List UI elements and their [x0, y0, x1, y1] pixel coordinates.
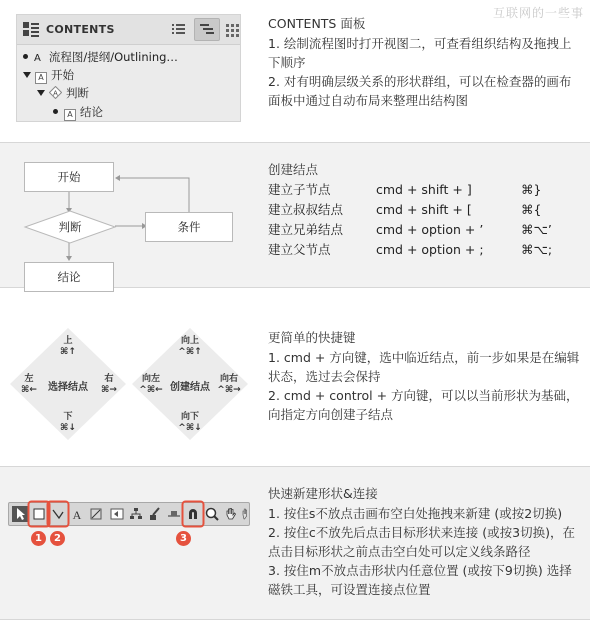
- right-hint: [94, 374, 124, 396]
- shortcut-name: 建立叔叔结点: [268, 202, 344, 217]
- text-shape-icon: A: [64, 109, 76, 121]
- tree-item-root[interactable]: [23, 49, 178, 65]
- disclosure-triangle-icon[interactable]: [23, 72, 31, 78]
- grid-view-button[interactable]: [224, 18, 240, 41]
- tree-item-label: 流程图/提纲/Outlining…: [48, 50, 178, 64]
- description-paragraph: 2. 对有明确层级关系的形状群组，可以在检查器的画布面板中通过自动布局来整理出结构图: [268, 74, 572, 108]
- shortcut-keys: cmd + shift + ]: [376, 182, 472, 197]
- overflow-icon[interactable]: [241, 506, 249, 522]
- shortcut-keys: cmd + shift + [: [376, 202, 472, 217]
- step-badge-1: 1: [31, 531, 46, 546]
- tree-item-label: 结论: [80, 105, 103, 119]
- down-hint: [48, 412, 88, 434]
- flow-start-box[interactable]: 开始: [24, 162, 114, 192]
- left-key: ^⌘←: [139, 385, 163, 395]
- text-icon: A: [34, 53, 41, 64]
- select-node-label: 选择结点: [48, 382, 88, 393]
- diamond-shape-letter: A: [53, 90, 58, 98]
- down-key: ^⌘↓: [178, 423, 202, 433]
- up-label: 向上: [180, 336, 199, 346]
- list-view-button[interactable]: [165, 18, 191, 41]
- shortcut-name: 建立兄弟结点: [268, 222, 344, 237]
- create-node-title: [268, 160, 580, 179]
- description-paragraph: 1. 按住s不放点击画布空白处拖拽来新建 (或按2切换): [268, 506, 563, 521]
- up-key: ⌘↑: [60, 347, 76, 357]
- create-node-label: 创建结点: [170, 382, 210, 393]
- right-label: 向右: [219, 374, 238, 384]
- svg-text:A: A: [72, 508, 82, 522]
- section-title: 快速新建形状&连接: [268, 486, 378, 501]
- contents-panel-header: [17, 15, 240, 45]
- down-key: ⌘↓: [60, 423, 76, 433]
- shortcut-row: [268, 200, 568, 219]
- down-hint: [168, 412, 212, 434]
- section-title: CONTENTS 面板: [268, 16, 366, 31]
- diamond-shape-icon: [49, 86, 62, 99]
- outline-view-button[interactable]: [194, 18, 220, 41]
- text-shape-icon: A: [35, 72, 47, 84]
- description-paragraph: 2. cmd + control + 方向键，可以以当前形状为基础，向指定方向创建子结点: [268, 388, 579, 422]
- tree-item-conclusion[interactable]: [53, 104, 103, 120]
- description-paragraph: 3. 按住m不放点击形状内任意位置 (或按下9切换) 选择磁铁工具，可设置连接点位置: [268, 563, 572, 597]
- watermark: 互联网的一些事: [492, 6, 584, 20]
- contents-icon: [23, 22, 39, 37]
- contents-panel: [16, 14, 241, 122]
- up-label: 上: [63, 336, 73, 346]
- up-key: ^⌘↑: [178, 347, 202, 357]
- shortcut-row: [268, 220, 568, 239]
- section-title: 更简单的快捷键: [268, 330, 356, 345]
- quick-shape-description: [268, 484, 580, 599]
- bullet-icon: [53, 109, 58, 114]
- down-label: 向下: [180, 412, 199, 422]
- step-badge-2: 2: [50, 531, 65, 546]
- right-key: ^⌘→: [217, 385, 241, 395]
- down-label: 下: [63, 412, 73, 422]
- disclosure-triangle-icon[interactable]: [37, 90, 45, 96]
- tool-highlights: [27, 500, 207, 530]
- hand-tool-icon[interactable]: [223, 506, 239, 522]
- up-hint: [168, 336, 212, 358]
- shortcut-symbol: ⌘⌥;: [521, 242, 553, 257]
- left-label: 左: [24, 374, 34, 384]
- shortcut-name: 建立父节点: [268, 242, 331, 257]
- flow-condition-box[interactable]: 条件: [145, 212, 233, 242]
- shortcut-symbol: ⌘⌥’: [521, 222, 552, 237]
- contents-description: [268, 14, 580, 110]
- flow-decision-label: 判断: [58, 220, 82, 234]
- list-view-icon: [165, 18, 191, 41]
- left-key: ⌘←: [21, 385, 37, 395]
- shortcut-row: [268, 180, 568, 199]
- outline-view-icon: [195, 19, 219, 40]
- description-paragraph: 2. 按住c不放先后点击目标形状来连接 (或按3切换)，在点击目标形状之前点击空白处可以定义线条路径: [268, 525, 575, 559]
- shortcut-keys: cmd + option + ’: [376, 222, 484, 237]
- shortcut-description: [268, 328, 580, 424]
- tree-item-start[interactable]: [23, 67, 74, 83]
- tree-item-label: 判断: [66, 86, 89, 100]
- tree-item-label: 开始: [51, 68, 74, 82]
- flow-conclusion-box[interactable]: 结论: [24, 262, 114, 292]
- shortcut-row: [268, 240, 568, 259]
- description-paragraph: 1. 绘制流程图时打开视图二，可查看组织结构及拖拽上下顺序: [268, 36, 572, 70]
- grid-view-icon: [224, 18, 240, 41]
- section-title: 创建结点: [268, 162, 319, 177]
- step-badge-3: 3: [176, 531, 191, 546]
- panel-title: CONTENTS: [46, 23, 115, 36]
- shortcut-symbol: ⌘{: [521, 202, 542, 217]
- bullet-icon: [23, 54, 28, 59]
- left-label: 向左: [141, 374, 160, 384]
- pointer-tool-icon[interactable]: [12, 506, 28, 522]
- right-label: 右: [104, 374, 114, 384]
- shortcut-name: 建立子节点: [268, 182, 331, 197]
- shortcut-keys: cmd + option + ;: [376, 242, 484, 257]
- right-key: ⌘→: [101, 385, 117, 395]
- description-paragraph: 1. cmd + 方向键，选中临近结点，前一步如果是在编辑状态，选过去会保持: [268, 350, 580, 384]
- tree-item-decision[interactable]: [37, 85, 89, 101]
- shortcut-symbol: ⌘}: [521, 182, 542, 197]
- up-hint: [48, 336, 88, 358]
